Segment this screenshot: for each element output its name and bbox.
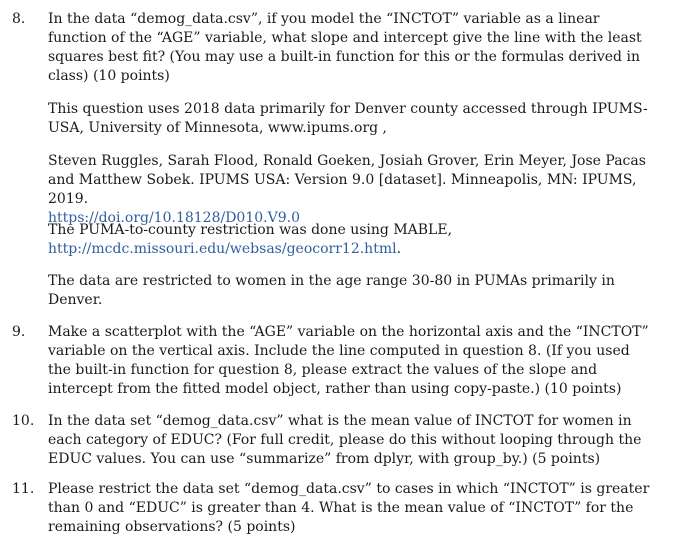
mable-link-suffix: .: [396, 241, 402, 257]
question-number: 10.: [12, 413, 35, 429]
data-source-note: This question uses 2018 data primarily for Denver county accessed through IPUMS-USA, University of Minnesota, www.ipums.org ,: [48, 101, 648, 136]
citation-doi-link[interactable]: https://doi.org/10.18128/D010.V9.0: [48, 210, 300, 226]
citation-block: [48, 152, 654, 228]
mable-link[interactable]: http://mcdc.missouri.edu/websas/geocorr12.html: [48, 241, 397, 257]
mable-text: The PUMA-to-county restriction was done using MABLE,: [48, 222, 453, 238]
question-text: In the data set “demog_data.csv” what is the mean value of INCTOT for women in each category of EDUC? (For full credit, please do this without looping through the EDUC values. You can use “summarize” from dplyr, with group_by.) (5 points): [48, 413, 642, 467]
question-text: In the data “demog_data.csv”, if you model the “INCTOT” variable as a linear function of the “AGE” variable, what slope and intercept give the line with the least squares best fit? (You may use a built-in function for this or the formulas derived in class) (10 points): [48, 11, 642, 84]
question-text: Please restrict the data set “demog_data.csv” to cases in which “INCTOT” is greater than 0 and “EDUC” is greater than 4. What is the mean value of “INCTOT” for the remaining observations? (5 points): [48, 481, 650, 535]
question-number: 11.: [12, 481, 35, 497]
question-text: Make a scatterplot with the “AGE” variable on the horizontal axis and the “INCTOT” variable on the vertical axis. Include the line computed in question 8. (If you used the built-in function for question 8, please extract the values of the slope and intercept from the fitted model object, rather than using copy-paste.) (10 points): [48, 324, 649, 397]
question-number: 9.: [12, 324, 26, 340]
mable-note: [48, 221, 654, 259]
citation-text: Steven Ruggles, Sarah Flood, Ronald Goeken, Josiah Grover, Erin Meyer, Jose Pacas and Matthew Sobek. IPUMS USA: Version 9.0 [dataset]. Minneapolis, MN: IPUMS, 2019.: [48, 153, 646, 207]
question-number: 8.: [12, 11, 26, 27]
restriction-note: The data are restricted to women in the age range 30-80 in PUMAs primarily in Denver.: [48, 273, 615, 308]
